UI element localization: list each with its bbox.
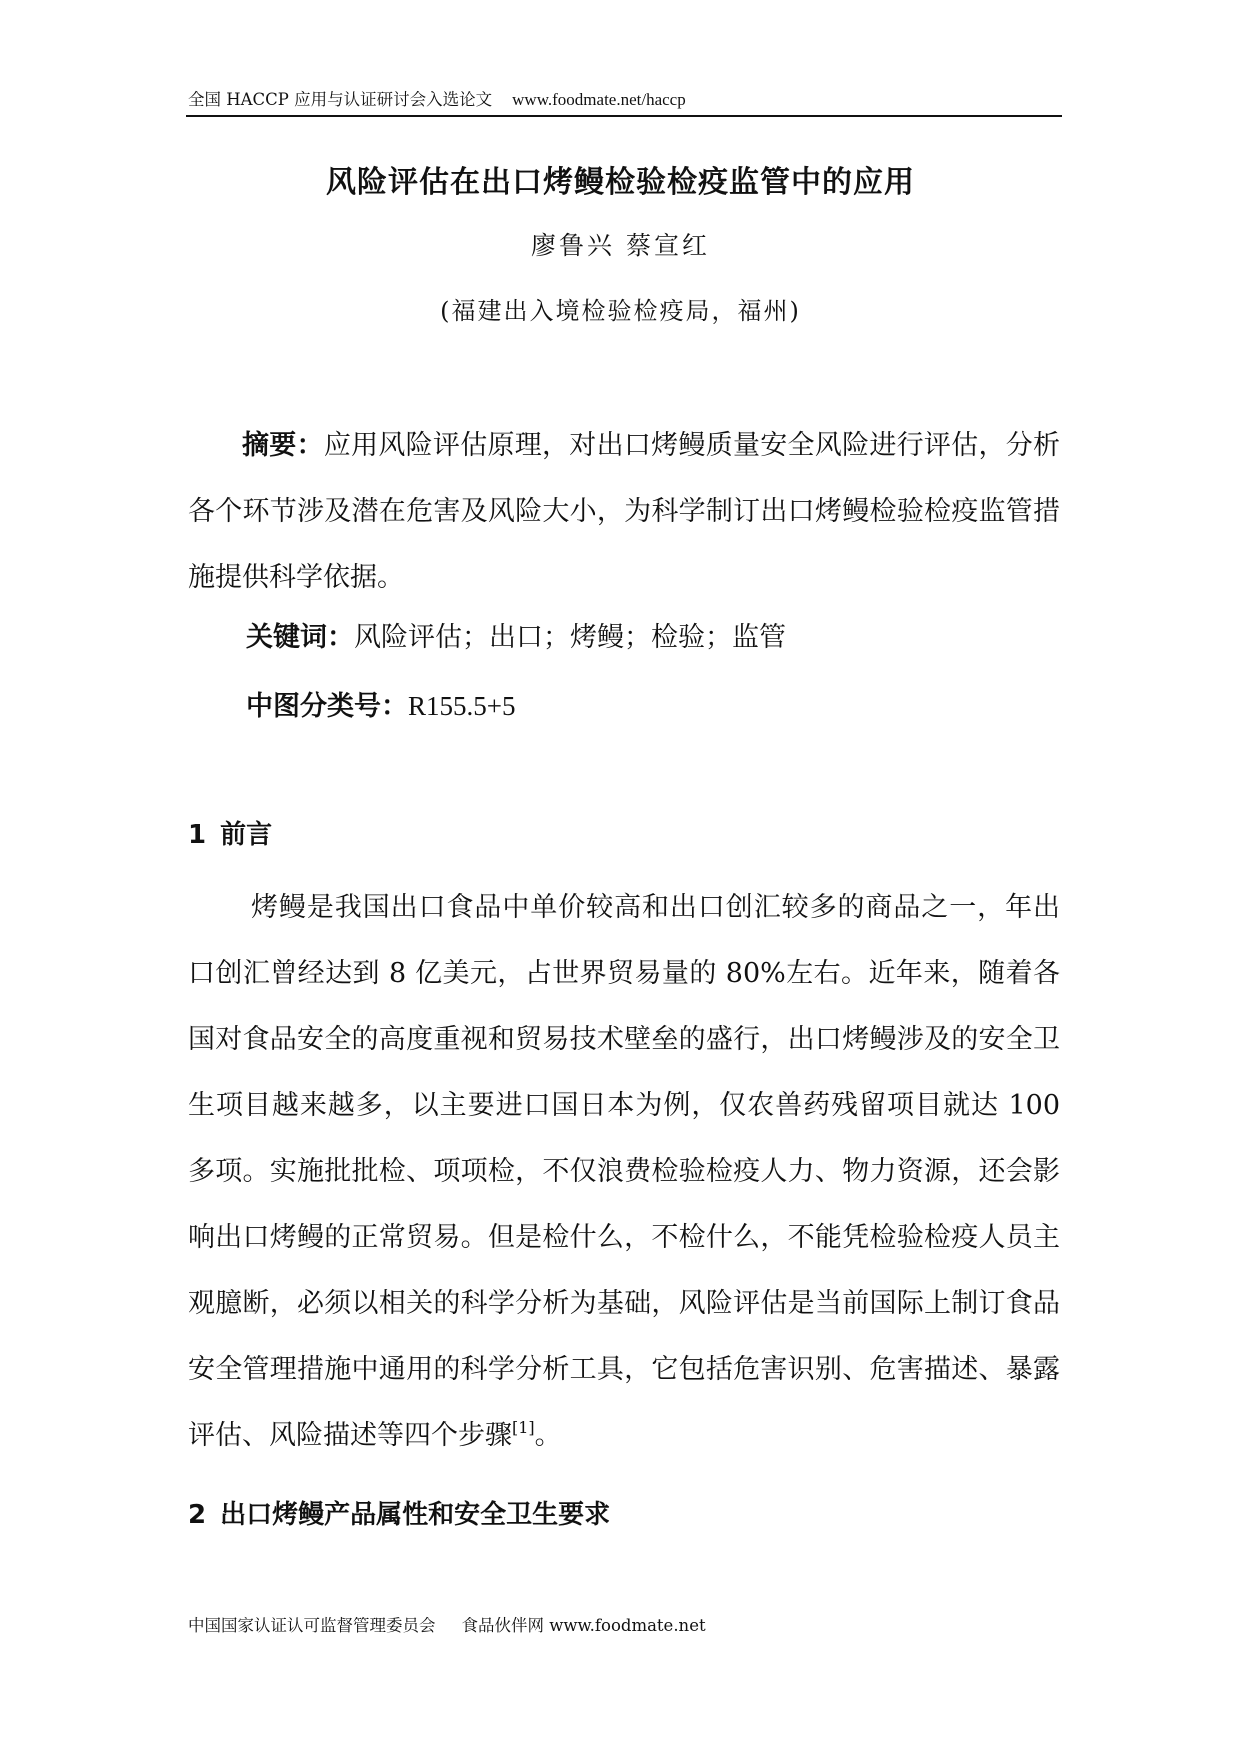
section-2-number: 2 (188, 1500, 207, 1530)
footer-org: 中国国家认证认可监督管理委员会 (188, 1616, 436, 1635)
citation-1[interactable]: [1] (512, 1418, 535, 1437)
section-1-number: 1 (188, 820, 207, 850)
section-1-paragraph (188, 875, 1060, 1469)
paper-affiliation: (福建出入境检验检疫局，福州) (440, 297, 801, 325)
paper-title: 风险评估在出口烤鳗检验检疫监管中的应用 (326, 165, 915, 200)
abstract-label: 摘要： (242, 430, 324, 461)
header-url-link[interactable]: www.foodmate.net/haccp (512, 90, 686, 109)
section-2-heading (188, 1495, 610, 1535)
section-1-end: 。 (534, 1420, 562, 1451)
running-footer (188, 1612, 706, 1636)
keywords-text: 风险评估；出口；烤鳗；检验；监管 (354, 622, 786, 653)
clc-value: R155.5+5 (408, 691, 516, 721)
section-1-text: 烤鳗是我国出口食品中单价较高和出口创汇较多的商品之一，年出口创汇曾经达到 8 亿美元，占世界贸易量的 80%左右。近年来，随着各国对食品安全的高度重视和贸易技术壁垒的盛行，出口烤鳗涉及的安全卫生项目越来越多，以主要进口国日本为例，仅农兽药残留项目就达 100 多项。实施批批检、项项检，不仅浪费检验检疫人力、物力资源，还会影响出口烤鳗的正常贸易。但是检什么，不检什么，不能凭检验检疫人员主观臆断，必须以相关的科学分析为基础，风险评估是当前国际上制订食品安全管理措施中通用的科学分析工具，它包括危害识别、危害描述、暴露评估、风险描述等四个步骤 (188, 892, 1060, 1451)
classification-number (246, 686, 516, 727)
footer-site-link[interactable]: 食品伙伴网 www.foodmate.net (461, 1616, 706, 1635)
header-text: 全国 HACCP 应用与认证研讨会入选论文 (188, 90, 493, 109)
abstract (188, 413, 1060, 611)
paper-authors: 廖鲁兴 蔡宣红 (531, 231, 710, 260)
section-2-title: 出口烤鳗产品属性和安全卫生要求 (220, 1500, 611, 1530)
section-1-title: 前言 (220, 820, 273, 850)
keywords-label: 关键词： (246, 622, 354, 653)
keywords (246, 618, 786, 658)
clc-label: 中图分类号： (246, 691, 408, 722)
section-1-heading (188, 815, 272, 855)
abstract-text: 应用风险评估原理，对出口烤鳗质量安全风险进行评估，分析各个环节涉及潜在危害及风险大小，为科学制订出口烤鳗检验检疫监管措施提供科学依据。 (188, 430, 1060, 593)
running-header (188, 86, 1060, 116)
header-divider (186, 115, 1062, 117)
